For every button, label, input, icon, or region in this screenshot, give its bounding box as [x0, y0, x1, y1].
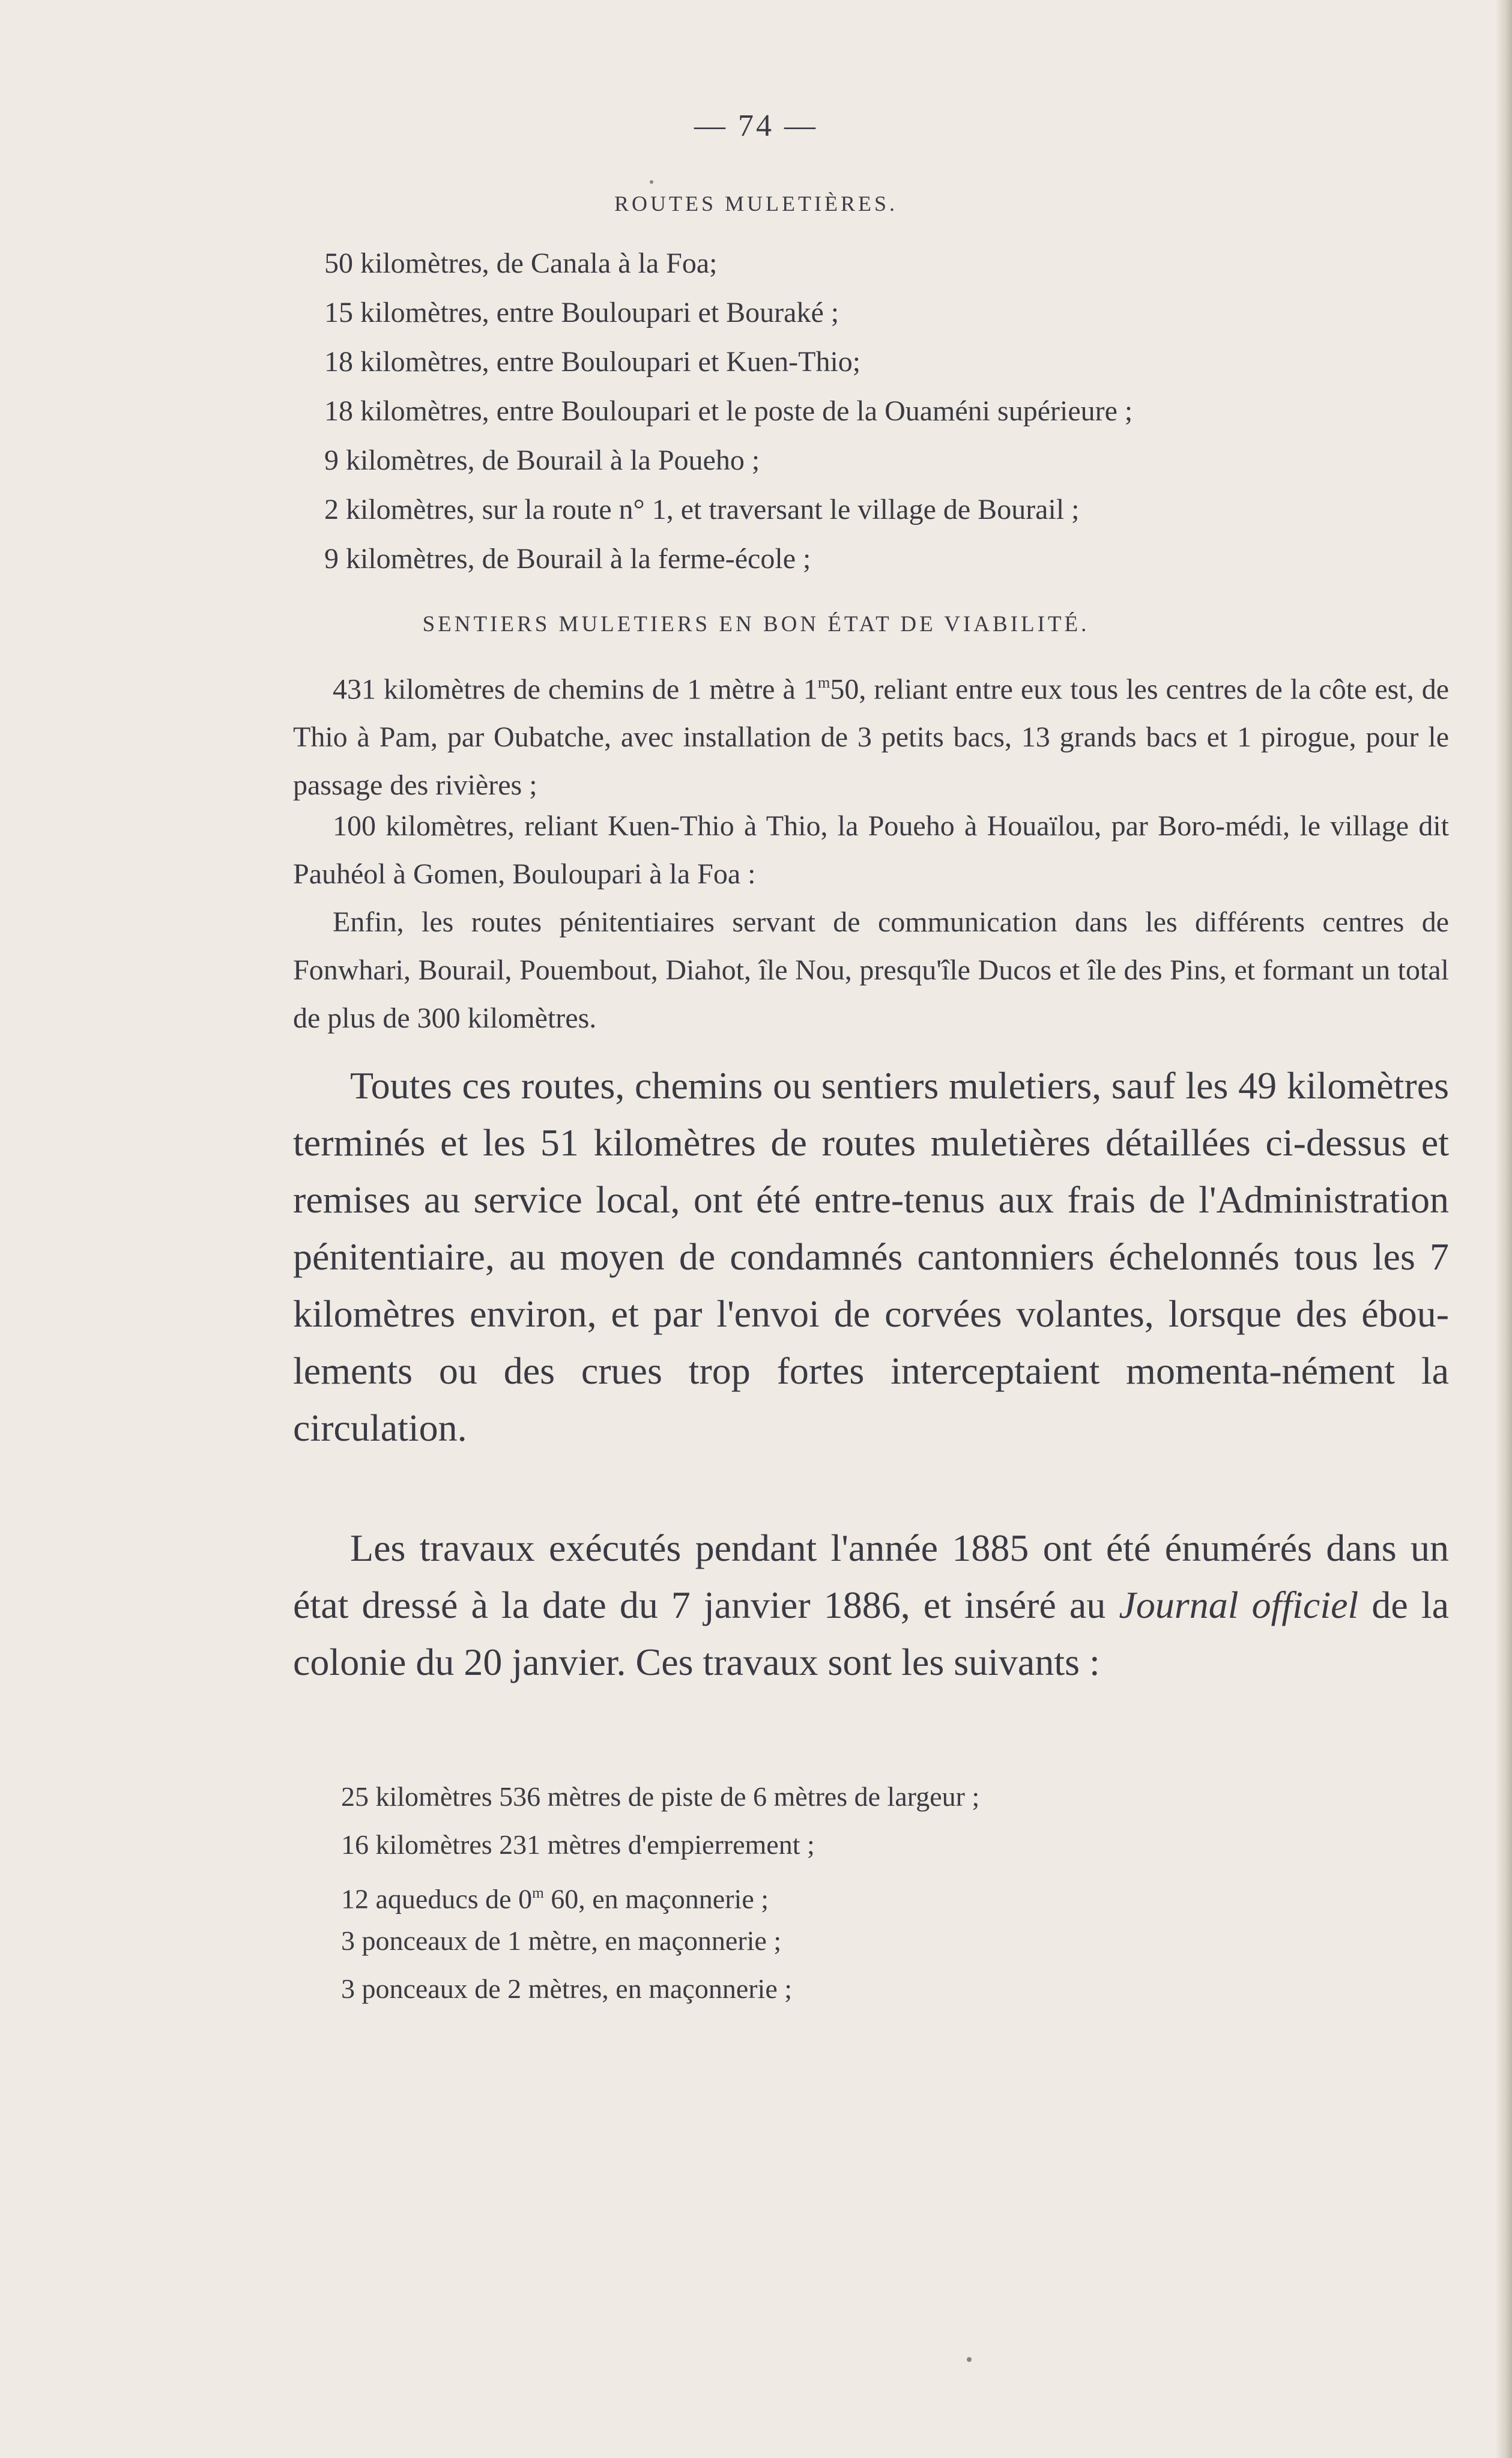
superscript-unit: m: [532, 1884, 544, 1901]
sentiers-paragraph: 100 kilomètres, reliant Kuen-Thio à Thio, la Poueho à Houaïlou, par Boro-médi, le village dit Pauhéol à Gomen, Bouloupari à la Foa :: [293, 810, 1449, 890]
paragraph-text: 431 kilomètres de chemins de 1 mètre à 1: [333, 673, 818, 706]
paragraph-text: Les travaux exécutés pendant l'année 1885 ont été énumérés dans un état dressé à la date du 7 janvier 1886, et inséré au: [293, 1527, 1449, 1626]
list-item: 9 kilomètres, de Bourail à la Poueho ;: [324, 444, 760, 476]
body-paragraph: [293, 1519, 1449, 1691]
journal-title: Journal officiel: [1119, 1584, 1359, 1626]
sentiers-paragraph: Enfin, les routes pénitentiaires servant de communication dans les différents centres de Fonwhari, Bourail, Pouembout, Diahot, île Nou, presqu'île Ducos et île des Pins, et formant un total de plus de 300 kilomètres.: [293, 906, 1449, 1034]
paper-speck: [650, 180, 653, 184]
list-item: 18 kilomètres, entre Bouloupari et Kuen-Thio;: [324, 346, 861, 378]
list-item: 15 kilomètres, entre Bouloupari et Bouraké ;: [324, 297, 839, 328]
list-item: 3 ponceaux de 2 mètres, en maçonnerie ;: [341, 1973, 793, 2004]
list-item: 50 kilomètres, de Canala à la Foa;: [324, 247, 718, 279]
paragraph-text: de la colonie du 20 janvier. Ces travaux sont les suivants :: [293, 1584, 1450, 1683]
list-item: 25 kilomètres 536 mètres de piste de 6 mètres de largeur ;: [341, 1781, 980, 1812]
paragraph-text: 50, reliant entre eux tous les centres de la côte est, de Thio à Pam, par Oubatche, avec installation de 3 petits bacs, 13 grands bacs et 1 pirogue, pour le passage des rivières ;: [293, 673, 1449, 802]
item-text: 60, en maçonnerie ;: [543, 1883, 769, 1915]
paper-speck: [967, 2357, 972, 2362]
superscript-unit: m: [817, 673, 830, 691]
works-list: [341, 1773, 979, 2013]
page-number: — 74 —: [694, 109, 818, 143]
list-item: 18 kilomètres, entre Bouloupari et le poste de la Ouaméni supérieure ;: [324, 395, 1133, 427]
item-text: 12 aqueducs de 0: [341, 1883, 533, 1915]
sentiers-paragraph: [293, 658, 1449, 810]
section-heading-sentiers: SENTIERS MULETIERS EN BON ÉTAT DE VIABILITÉ.: [422, 612, 1090, 637]
list-item: 16 kilomètres 231 mètres d'empierrement ;: [341, 1829, 815, 1860]
list-item: 9 kilomètres, de Bourail à la ferme-école ;: [324, 543, 811, 575]
page-edge: [1495, 0, 1512, 2458]
list-item: [341, 1869, 979, 1917]
list-item: 2 kilomètres, sur la route n° 1, et traversant le village de Bourail ;: [324, 494, 1080, 525]
section-heading-routes: ROUTES MULETIÈRES.: [614, 192, 898, 216]
body-paragraph: Toutes ces routes, chemins ou sentiers muletiers, sauf les 49 kilomètres terminés et les 51 kilomètres de routes muletières détaillées ci-dessus et remises au service local, ont été entre-tenus aux frais de l'Administration pénitentiaire, au moyen de condamnés cantonniers échelonnés tous les 7 kilomètres environ, et par l'envoi de corvées volantes, lorsque des ébou-lements ou des crues trop fortes interceptaient momenta-nément la circulation.: [293, 1064, 1449, 1449]
routes-list: [324, 239, 1132, 584]
list-item: 3 ponceaux de 1 mètre, en maçonnerie ;: [341, 1925, 782, 1956]
